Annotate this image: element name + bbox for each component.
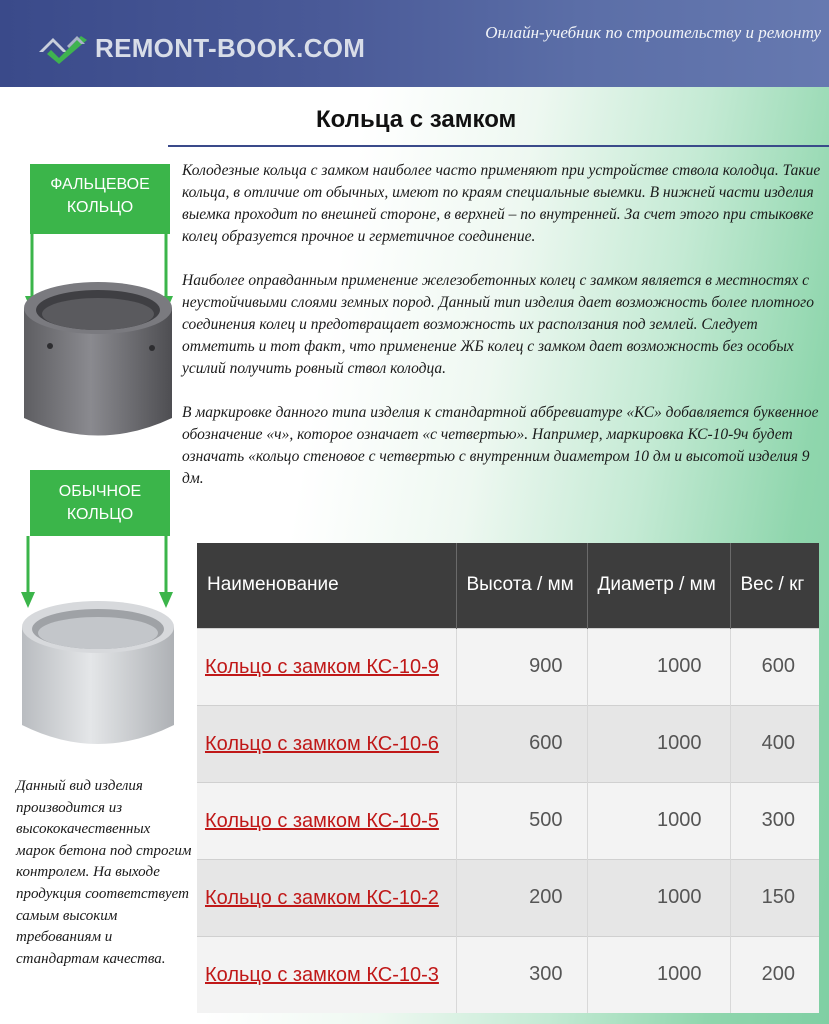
row-weight-cell: 200	[730, 936, 819, 1013]
rings-table	[197, 543, 819, 1013]
row-name-cell	[197, 936, 456, 1013]
row-diameter-cell: 1000	[587, 859, 730, 936]
row-weight-cell: 600	[730, 628, 819, 705]
row-height-cell: 500	[456, 782, 587, 859]
row-weight-cell: 150	[730, 859, 819, 936]
row-diameter-cell: 1000	[587, 705, 730, 782]
row-height-cell: 200	[456, 859, 587, 936]
folded-ring-label	[30, 164, 170, 234]
site-tagline: Онлайн-учебник по строительству и ремонту	[485, 23, 821, 42]
header-weight: Вес / кг	[730, 543, 819, 628]
row-height-cell: 300	[456, 936, 587, 1013]
table-header-row	[197, 543, 819, 628]
folded-ring-label-text: ФАЛЬЦЕВОЕ КОЛЬЦО	[50, 176, 150, 216]
row-name-cell	[197, 705, 456, 782]
house-check-icon	[37, 30, 93, 66]
header-name: Наименование	[197, 543, 456, 628]
paragraph-3: В маркировке данного типа изделия к стандартной аббревиатуре «КС» добавляется буквенное обозначение «ч», которое означает «с четвертью». Например, маркировка КС-10-9ч будет означать «кольцо стеновое с четвертью с внутренним диаметром 10 дм и высотой изделия 9 дм.	[182, 404, 819, 487]
row-diameter-cell: 1000	[587, 782, 730, 859]
product-link[interactable]: Кольцо с замком КС-10-9	[205, 655, 439, 678]
row-diameter-cell: 1000	[587, 936, 730, 1013]
folded-ring-image	[14, 268, 182, 448]
row-weight-cell: 400	[730, 705, 819, 782]
table-row	[197, 936, 819, 1013]
row-name-cell	[197, 859, 456, 936]
title-divider	[168, 145, 829, 147]
row-name-cell	[197, 628, 456, 705]
regular-ring-image	[14, 585, 182, 765]
table-row	[197, 782, 819, 859]
page-title: Кольца с замком	[316, 106, 517, 133]
header-diameter: Диаметр / мм	[587, 543, 730, 628]
row-height-cell: 900	[456, 628, 587, 705]
side-note: Данный вид изделия производится из высококачественных марок бетона под строгим контролем. На выходе продукция соответствует самым высоким требованиям и стандартам качества.	[16, 778, 192, 967]
table-row	[197, 705, 819, 782]
header-height: Высота / мм	[456, 543, 587, 628]
table-row	[197, 628, 819, 705]
product-link[interactable]: Кольцо с замком КС-10-5	[205, 809, 439, 832]
intro-text	[182, 160, 822, 512]
product-link[interactable]: Кольцо с замком КС-10-3	[205, 963, 439, 986]
product-link[interactable]: Кольцо с замком КС-10-6	[205, 732, 439, 755]
paragraph-2: Наиболее оправданным применение железобетонных колец с замком является в местностях с неустойчивыми слоями земных пород. Данный тип изделия дает возможность более плотного соединения колец и предотвращает возможность их расползания под землей. Следует отметить и тот факт, что применение ЖБ колец с замком дает возможность без особых усилий получить ровный ствол колодца.	[182, 272, 814, 377]
site-logo[interactable]	[37, 30, 365, 66]
row-diameter-cell: 1000	[587, 628, 730, 705]
product-link[interactable]: Кольцо с замком КС-10-2	[205, 886, 439, 909]
site-header	[0, 0, 829, 87]
row-height-cell: 600	[456, 705, 587, 782]
paragraph-1: Колодезные кольца с замком наиболее часто применяют при устройстве ствола колодца. Такие кольца, в отличие от обычных, имеют по краям специальные выемки. В нижней части изделия выемка проходит по внешней стороне, в верхней – по внутренней. За счет этого при стыковке колец образуется прочное и герметичное соединение.	[182, 162, 821, 245]
logo-text: REMONT-BOOK.COM	[95, 32, 366, 63]
regular-ring-label	[30, 470, 170, 536]
row-weight-cell: 300	[730, 782, 819, 859]
table-row	[197, 859, 819, 936]
regular-ring-label-text: ОБЫЧНОЕ КОЛЬЦО	[58, 483, 142, 523]
row-name-cell	[197, 782, 456, 859]
